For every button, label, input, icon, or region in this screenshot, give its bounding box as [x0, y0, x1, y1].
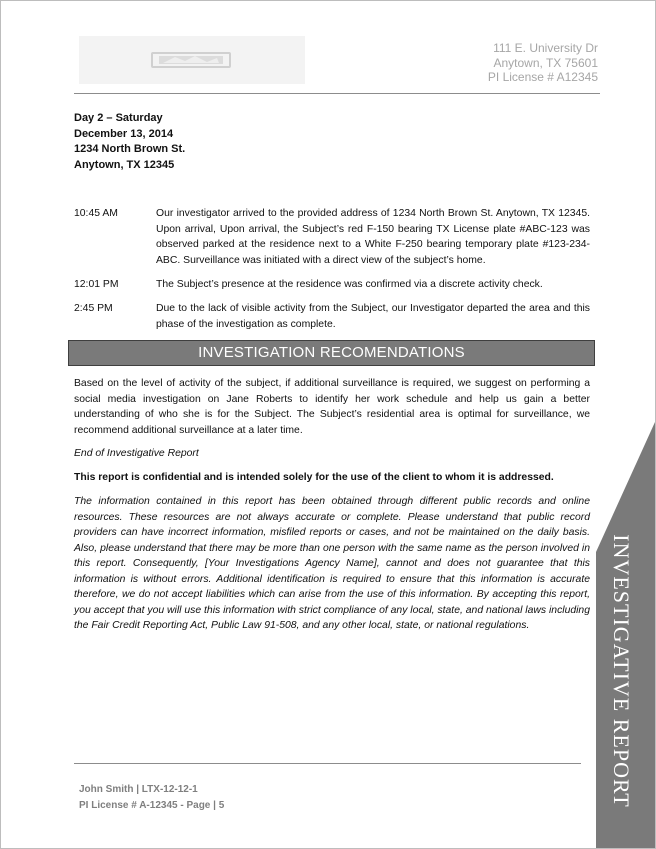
side-title: INVESTIGATIVE REPORT	[609, 534, 634, 808]
day-heading	[74, 111, 185, 173]
entry-text: The Subject’s presence at the residence was confirmed via a discrete activity check.	[156, 279, 543, 290]
agency-address	[488, 41, 598, 85]
address-line-2: Anytown, TX 75601	[493, 55, 598, 70]
section-banner: INVESTIGATION RECOMENDATIONS	[68, 340, 595, 366]
end-note: End of Investigative Report	[74, 448, 199, 459]
entry-time: 2:45 PM	[74, 303, 113, 314]
day-street: 1234 North Brown St.	[74, 143, 186, 155]
day-label: Day 2 – Saturday	[74, 112, 163, 124]
logo-placeholder	[79, 36, 305, 84]
entry-time: 12:01 PM	[74, 279, 119, 290]
entry-text: Our investigator arrived to the provided address of 1234 North Brown St. Anytown, TX 12345. Upon arrival, Upon arrival, the Subject’s red F-150 bearing TX License plate #ABC-123 was observed parked at the residence next to a White F-250 bearing temporary plate #123-234-ABC. Surveillance was initiated with a direct view of the subject’s home.	[156, 208, 590, 266]
recommendation-text: Based on the level of activity of the subject, if additional surveillance is required, we suggest on performing a social media investigation on Jane Roberts to identify her work schedule and help us gain a better understanding of who she is for the Subject. The Subject’s residential area is optimal for surveillance, we recommend additional surveillance at a later time.	[74, 378, 590, 436]
page-footer	[79, 782, 224, 814]
footer-divider	[74, 763, 581, 764]
image-placeholder-icon	[151, 52, 231, 68]
footer-license-page: PI License # A-12345 - Page | 5	[79, 800, 225, 811]
confidential-notice: This report is confidential and is intended solely for the use of the client to whom it is addressed.	[74, 472, 554, 483]
header-divider	[74, 93, 600, 94]
license-number: PI License # A12345	[487, 70, 598, 84]
footer-author: John Smith | LTX-12-12-1	[79, 784, 198, 795]
address-line-1: 111 E. University Dr	[493, 41, 598, 55]
day-date: December 13, 2014	[74, 127, 174, 140]
disclaimer-text: The information contained in this report has been obtained through different public records and online resources. These resources are not always accurate or complete. Please understand that public record providers can have incorrect information, misfiled reports or cases, and not be maintained on the daily basis. Also, please understand that there may be more than one person with the same name as the person involved in this report. Consequently, [Your Investigations Agency Name], cannot and does not guarantee that this information is without errors. Additional identification is required to ensure that this information is accurate therefore, we do not accept liabilities which can arise from the use of this information. By accepting this report, you accept that you will use this information with strict compliance of any local, state, and national laws including the Fair Credit Reporting Act, Public Law 91-508, and any other local, state, or national regulations.	[74, 496, 590, 631]
day-city: Anytown, TX 12345	[74, 158, 175, 171]
entry-text: Due to the lack of visible activity from the Subject, our Investigator departed the area and this phase of the investigation as complete.	[156, 303, 590, 330]
entry-time: 10:45 AM	[74, 208, 118, 219]
